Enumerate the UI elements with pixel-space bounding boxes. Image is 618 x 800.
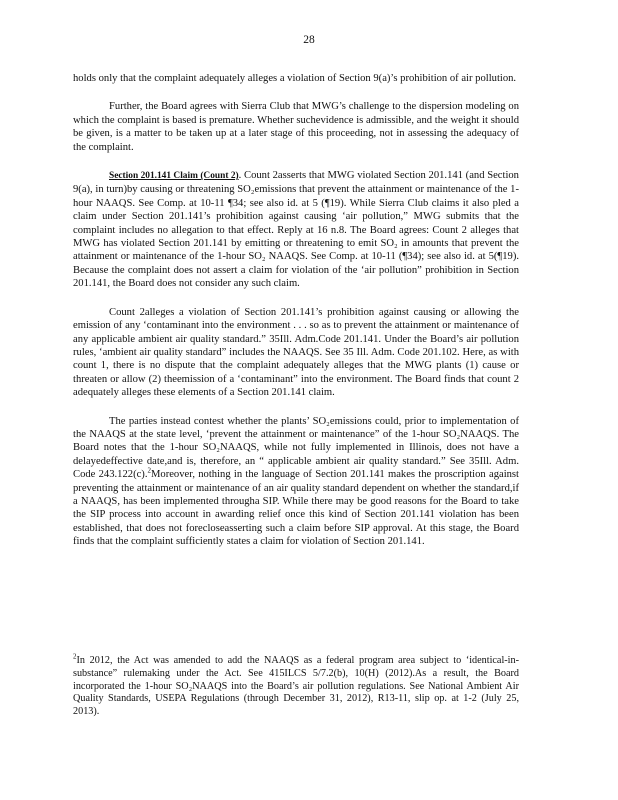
footnote-paragraph — [73, 652, 519, 719]
paragraph-dispersion-modeling: Further, the Board agrees with Sierra Club that MWG’s challenge to the dispersion modeling on which the complaint is based is premature. Whether suchevidence is admissible, and the weight it should be given, is a matter to be taken up at a later stage of this proceeding, not in assessing the adequacy of the complaint. — [73, 101, 519, 153]
page-body — [73, 72, 519, 564]
footnote-reference[interactable]: 2 — [147, 466, 151, 475]
section-heading: Section 201.141 Claim (Count 2) — [109, 171, 239, 182]
paragraph-count-2-claim — [73, 169, 519, 291]
footnote — [73, 652, 519, 719]
paragraph-count-2-elements: Count 2alleges a violation of Section 201.141’s prohibition against causing or allowing the emission of any ‘contaminant into the environment . . . so as to prevent the attainment or maintenance of any applicable ambient air quality standard.” 35Ill. Adm.Code 201.141. Under the Board’s air pollution rules, ‘ambient air quality standard” includes the NAAQS. See 35 Ill. Adm. Code 201.102. Here, as with count 1, there is no dispute that the complaint adequately alleges that the MWG plants (1) cause or threaten or allow (2) theemission of a ‘contaminant” into the environment. The Board finds that count 2 adequately alleges these elements of a Section 201.141 claim. — [73, 306, 519, 399]
paragraph-continuation: holds only that the complaint adequately alleges a violation of Section 9(a)’s prohibition of air pollution. — [73, 73, 517, 84]
footnote-number: 2 — [73, 652, 77, 661]
paragraph-sip-text-a: The parties instead contest whether the plants’ SO₂emissions could, prior to implementation of the NAAQS at the state level, ‘prevent the attainment or maintenance” of the 1-hour SO₂NAAQS. The Board notes that the 1-hour SO₂NAAQS, while not fully implemented in Illinois, does not have a delayedeffective date,and is, therefore, an “ applicable ambient air quality standard.” See 35Ill. Adm. Code 243.122(c). — [73, 415, 519, 481]
footnote-text: In 2012, the Act was amended to add the NAAQS as a federal program area subject to ‘identical-in-substance” rulemaking under the Act. See 415ILCS 5/7.2(b), 10(H) (2012).As a result, the Board incorporated the 1-hour SO₂NAAQS into the Board’s air pollution regulations. See National Ambient Air Quality Standards, USEPA Regulations (through December 31, 2012), R13-11, slip op. at 1-2 (July 25, 2013). — [73, 655, 519, 718]
paragraph-count-2-text: . Count 2asserts that MWG violated Section 201.141 (and Section 9(a), in turn)by causing or threatening SO₂emissions that prevent the attainment or maintenance of the 1-hour NAAQS. See Comp. at 10-11 ¶34; see also id. at 5 (¶19). While Sierra Club claims it also pled a claim under Section 201.141’s prohibition against causing ‘air pollution,” MWG submits that the complaint includes no allegation to that effect. Reply at 16 n.8. The Board agrees: Count 2 alleges that MWG has violated Section 201.141 by emitting or threatening to emit SO₂ in amounts that prevent the attainment or maintenance of the 1-hour SO₂ NAAQS. See Comp. at 10-11 (¶34); see also id. at 5(¶19). Because the complaint does not assert a claim for violation of the ‘air pollution” prohibition in Section 201.141, the Board does not consider any such claim. — [73, 170, 519, 290]
paragraph-sip-text-b: Moreover, nothing in the language of Section 201.141 makes the proscription against preventing the attainment or maintenance of an air quality standard dependent on whether the standard,if a NAAQS, has been implemented througha SIP. While there may be good reasons for the Board to take the SIP process into account in awarding relief once this kind of Section 201.141 violation has been established, that does not forecloseasserting such a claim before SIP approval. At this stage, the Board finds that the complaint sufficiently states a claim for violation of Section 201.141. — [73, 469, 519, 548]
page-number: 28 — [303, 34, 315, 46]
footnote-divider — [73, 637, 213, 638]
paragraph-sip-contest — [73, 415, 519, 549]
